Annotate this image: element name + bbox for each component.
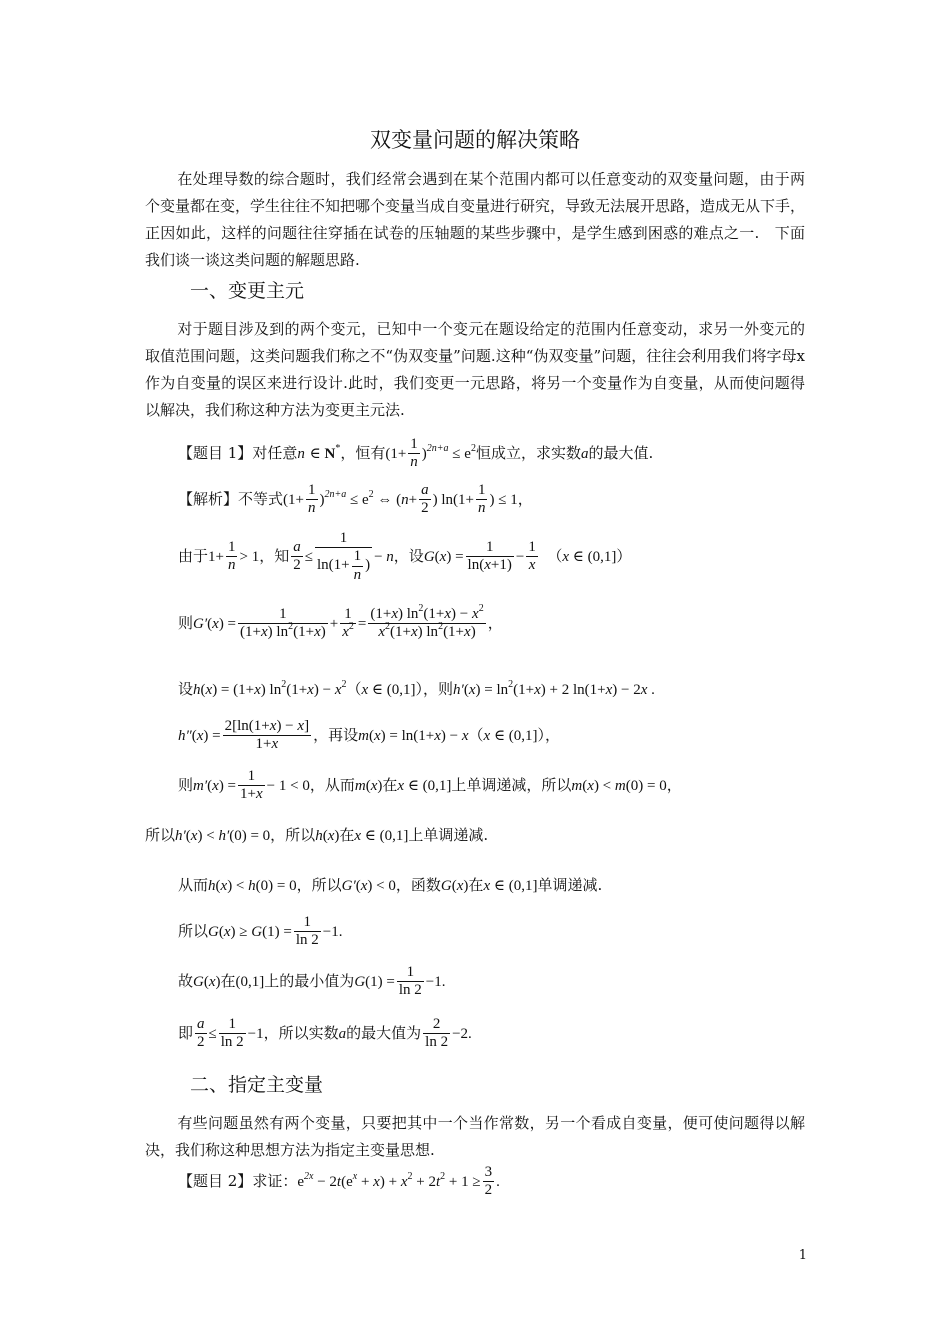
solution1-line9: 所以G(x) ≥ G(1) = $\frac{1}{\ln 2}$ −1. [178, 914, 343, 949]
solution1-line3: 则G′(x) = $\frac{1}{(1+x) \ln^2(1+x)}$ + $\frac{1}{x^2}$ = $\frac{(1+x) \ln^2(1+x) - x^2}{x^2(1+x) \ln^2(1+x)}$ ， [178, 603, 503, 641]
problem2-tag: 【题目 2】 [178, 1171, 253, 1190]
solution1-line4: 设h(x) = (1+x) $\ln^2(1+x) - x^2(x$ ∈ (0,1]），则$h'(x) = \ln^2(1+x) + 2$ ln(1+x) − 2x . [178, 679, 655, 698]
page-number: 1 [798, 1248, 807, 1263]
section2-heading: 二、指定主变量 [190, 1074, 324, 1096]
intro-paragraph: 在处理导数的综合题时，我们经常会遇到在某个范围内都可以任意变动的双变量问题，由于两个变量都在变，学生往往不知把哪个变量当成自变量进行研究，导致无法展开思路，造成无从下手，正因如此，这样的问题往往穿插在试卷的压轴题的某些步骤中，是学生感到困惑的难点之一. 下面我们谈一谈这类问题的解题思路. [145, 170, 806, 269]
problem1-tag: 【题目 1】 [178, 443, 253, 462]
solution1-line7: 所以h′(x) < h′(0) = 0，所以h(x)在x ∈ (0,1]上单调递减. [145, 826, 489, 844]
section1-paragraph: 对于题目涉及到的两个变元，已知中一个变元在题设给定的范围内任意变动，求另一外变元的取值范围问题，这类问题我们称之不“伪双变量”问题.这种“伪双变量”问题，往往会利用我们将字母x作为自变量的误区来进行设计.此时，我们变更一元思路，将另一个变量作为自变量，从而使问题得以解决，我们称这种方法为变更主元法. [145, 320, 805, 419]
section2-paragraph: 有些问题虽然有两个变量，只要把其中一个当作常数，另一个看成自变量，便可使问题得以解决，我们称这种思想方法为指定主变量思想. [145, 1114, 805, 1159]
solution1-tag: 【解析】 [178, 489, 239, 508]
solution1-line5: h″(x) = $\frac{2[\ln(1+x) - x]}{1+x}$ ，再设m(x) = ln(1+x) − x（x ∈ (0,1]）， [178, 718, 561, 753]
problem1-statement: 【题目 1】对任意n ∈ N*，恒有(1+ $\frac{1}{n}$ )$^{2n+a} \le e^2$恒成立，求实数a的最大值. [178, 436, 654, 471]
solution1-line6: 则m′(x) = $\frac{1}{1+x}$ − 1 < 0，从而m(x)在x ∈ (0,1]上单调递减，所以m(x) < m(0) = 0， [178, 768, 682, 803]
solution1-line2: 由于1+ $\frac{1}{n}$ > 1，知 $\frac{a}{2}$ ≤ 1 ln(1+ $\frac{1}{n}$ ) − n，设G(x) = $\frac{1}{\ln(x+1)}$ − $\frac{1}{x}$ （x ∈ (0,1]） [178, 530, 632, 583]
solution1-line11: 即 $\frac{a}{2}$ ≤ $\frac{1}{\ln 2}$ −1，所以实数a的最大值为 $\frac{2}{\ln 2}$ −2. [178, 1016, 472, 1051]
solution1-line10: 故G(x)在(0,1]上的最小值为G(1) = $\frac{1}{\ln 2}$ −1. [178, 964, 446, 999]
problem2-statement: 【题目 2】求证：$e^{2x} - 2t(e^x + x) + x^2 + 2t^2 + 1$ ≥ $\frac{3}{2}$ . [178, 1164, 500, 1199]
page-title: 双变量问题的解决策略 [370, 128, 580, 152]
section1-heading: 一、变更主元 [190, 280, 305, 302]
solution1-line1: 【解析】不等式(1+ $\frac{1}{n}$ )$^{2n+a} \le e^2$ ⇔ (n+ $\frac{a}{2}$ ) ln(1+ $\frac{1}{n}$ ) ≤ 1， [178, 482, 533, 517]
solution1-line8: 从而h(x) < h(0) = 0，所以G′(x) < 0，函数G(x)在x ∈ (0,1]单调递减. [178, 876, 603, 894]
